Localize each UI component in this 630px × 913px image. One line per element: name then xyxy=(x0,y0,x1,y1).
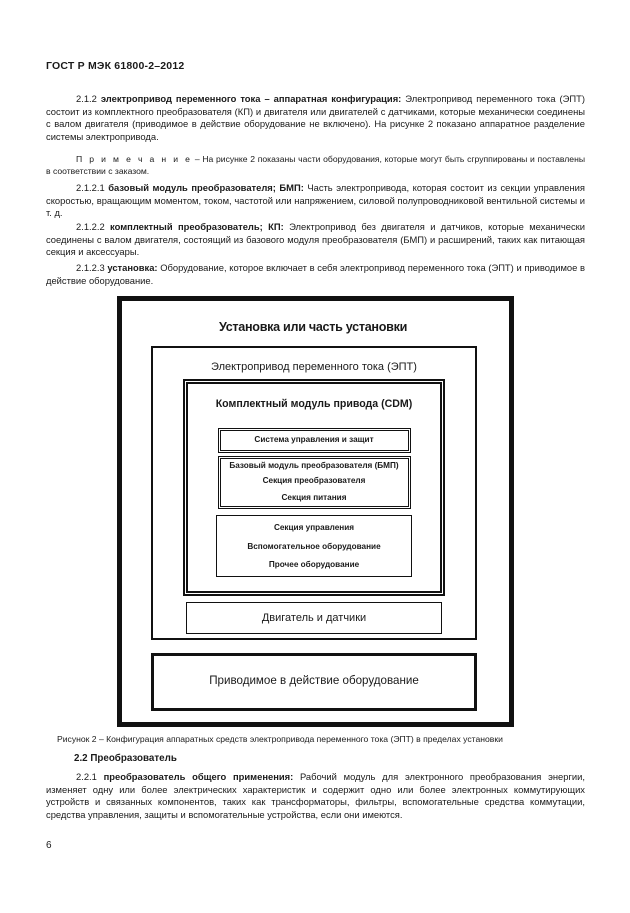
clause-term: установка: xyxy=(107,262,158,273)
note xyxy=(46,153,585,177)
power-section-label: Секция питания xyxy=(281,493,347,502)
clause-text: Электропривод переменного тока (ЭПТ) состоит из комплектного преобразователя (КП) и двигателя или двигателей с датчиками, которые механически соединены с валом двигателя (приводимое в действие оборудование не включено). На рисунке 2 показано аппаратное разделение системы электропривода. xyxy=(46,93,585,142)
control-section-label: Секция управления xyxy=(273,523,355,532)
clause-text: Оборудование, которое включает в себя электропривод переменного тока (ЭПТ) и приводимое в действие оборудование. xyxy=(46,262,585,286)
document-header: ГОСТ Р МЭК 61800-2–2012 xyxy=(46,60,185,72)
motor-sensors-label: Двигатель и датчики xyxy=(261,612,367,624)
bmp-label: Базовый модуль преобразователя (БМП) xyxy=(229,461,399,470)
clause-term: комплектный преобразователь; КП: xyxy=(110,221,284,232)
paragraph-2-1-2-2 xyxy=(46,221,585,259)
control-protection-label: Система управления и защит xyxy=(254,435,374,444)
clause-term: преобразователь общего применения: xyxy=(103,771,294,782)
cdm-label: Комплектный модуль привода (CDM) xyxy=(215,398,413,410)
clause-text: Электропривод без двигателя и датчиков, которые механически соединены с валом двигателя, состоящий из базового модуля преобразователя (БМП) и расширений, таких как питающая секция и аксессуары. xyxy=(46,221,585,258)
note-label: П р и м е ч а н и е xyxy=(76,154,193,164)
clause-term: электропривод переменного тока – аппаратная конфигурация: xyxy=(100,93,402,104)
paragraph-2-1-2 xyxy=(46,93,585,143)
aux-equipment-label: Вспомогательное оборудование xyxy=(247,542,381,551)
clause-number: 2.1.2.2 xyxy=(76,221,111,232)
clause-term: базовый модуль преобразователя; БМП: xyxy=(108,182,304,193)
section-heading: 2.2 Преобразователь xyxy=(74,753,177,764)
paragraph-2-2-1 xyxy=(46,771,585,821)
clause-number: 2.2.1 xyxy=(76,771,104,782)
figure-caption: Рисунок 2 – Конфигурация аппаратных средств электропривода переменного тока (ЭПТ) в пределах установки xyxy=(57,734,503,744)
clause-number: 2.1.2 xyxy=(76,93,101,104)
clause-number: 2.1.2.3 xyxy=(76,262,108,273)
other-equipment-label: Прочее оборудование xyxy=(268,560,360,569)
converter-section-label: Секция преобразователя xyxy=(262,476,366,485)
clause-text: Часть электропривода, которая состоит из секции управления скоростью, вращающим моментом, током, частотой или напряжением, силовой полупроводниковой вентильной системы и т. д. xyxy=(46,182,585,219)
paragraph-2-1-2-1 xyxy=(46,182,585,220)
driven-equipment-label: Приводимое в действие оборудование xyxy=(209,674,419,687)
page-number: 6 xyxy=(46,840,52,851)
clause-number: 2.1.2.1 xyxy=(76,182,109,193)
ept-label: Электропривод переменного тока (ЭПТ) xyxy=(211,361,417,373)
installation-label: Установка или часть установки xyxy=(218,320,408,334)
clause-text: Рабочий модуль для электронного преобразования энергии, изменяет одну или более электрических характеристик и содержит одно или более электронных коммутирующих устройств и связанных компонентов, таких как трансформаторы, фильтры, вспомогательные средства коммутации, средства управления, защиты и вспомогательные устройства, если они имеются. xyxy=(46,771,585,820)
note-text: – На рисунке 2 показаны части оборудования, которые могут быть сгруппированы и поставлены в соответствии с заказом. xyxy=(46,154,585,176)
paragraph-2-1-2-3 xyxy=(46,262,585,287)
